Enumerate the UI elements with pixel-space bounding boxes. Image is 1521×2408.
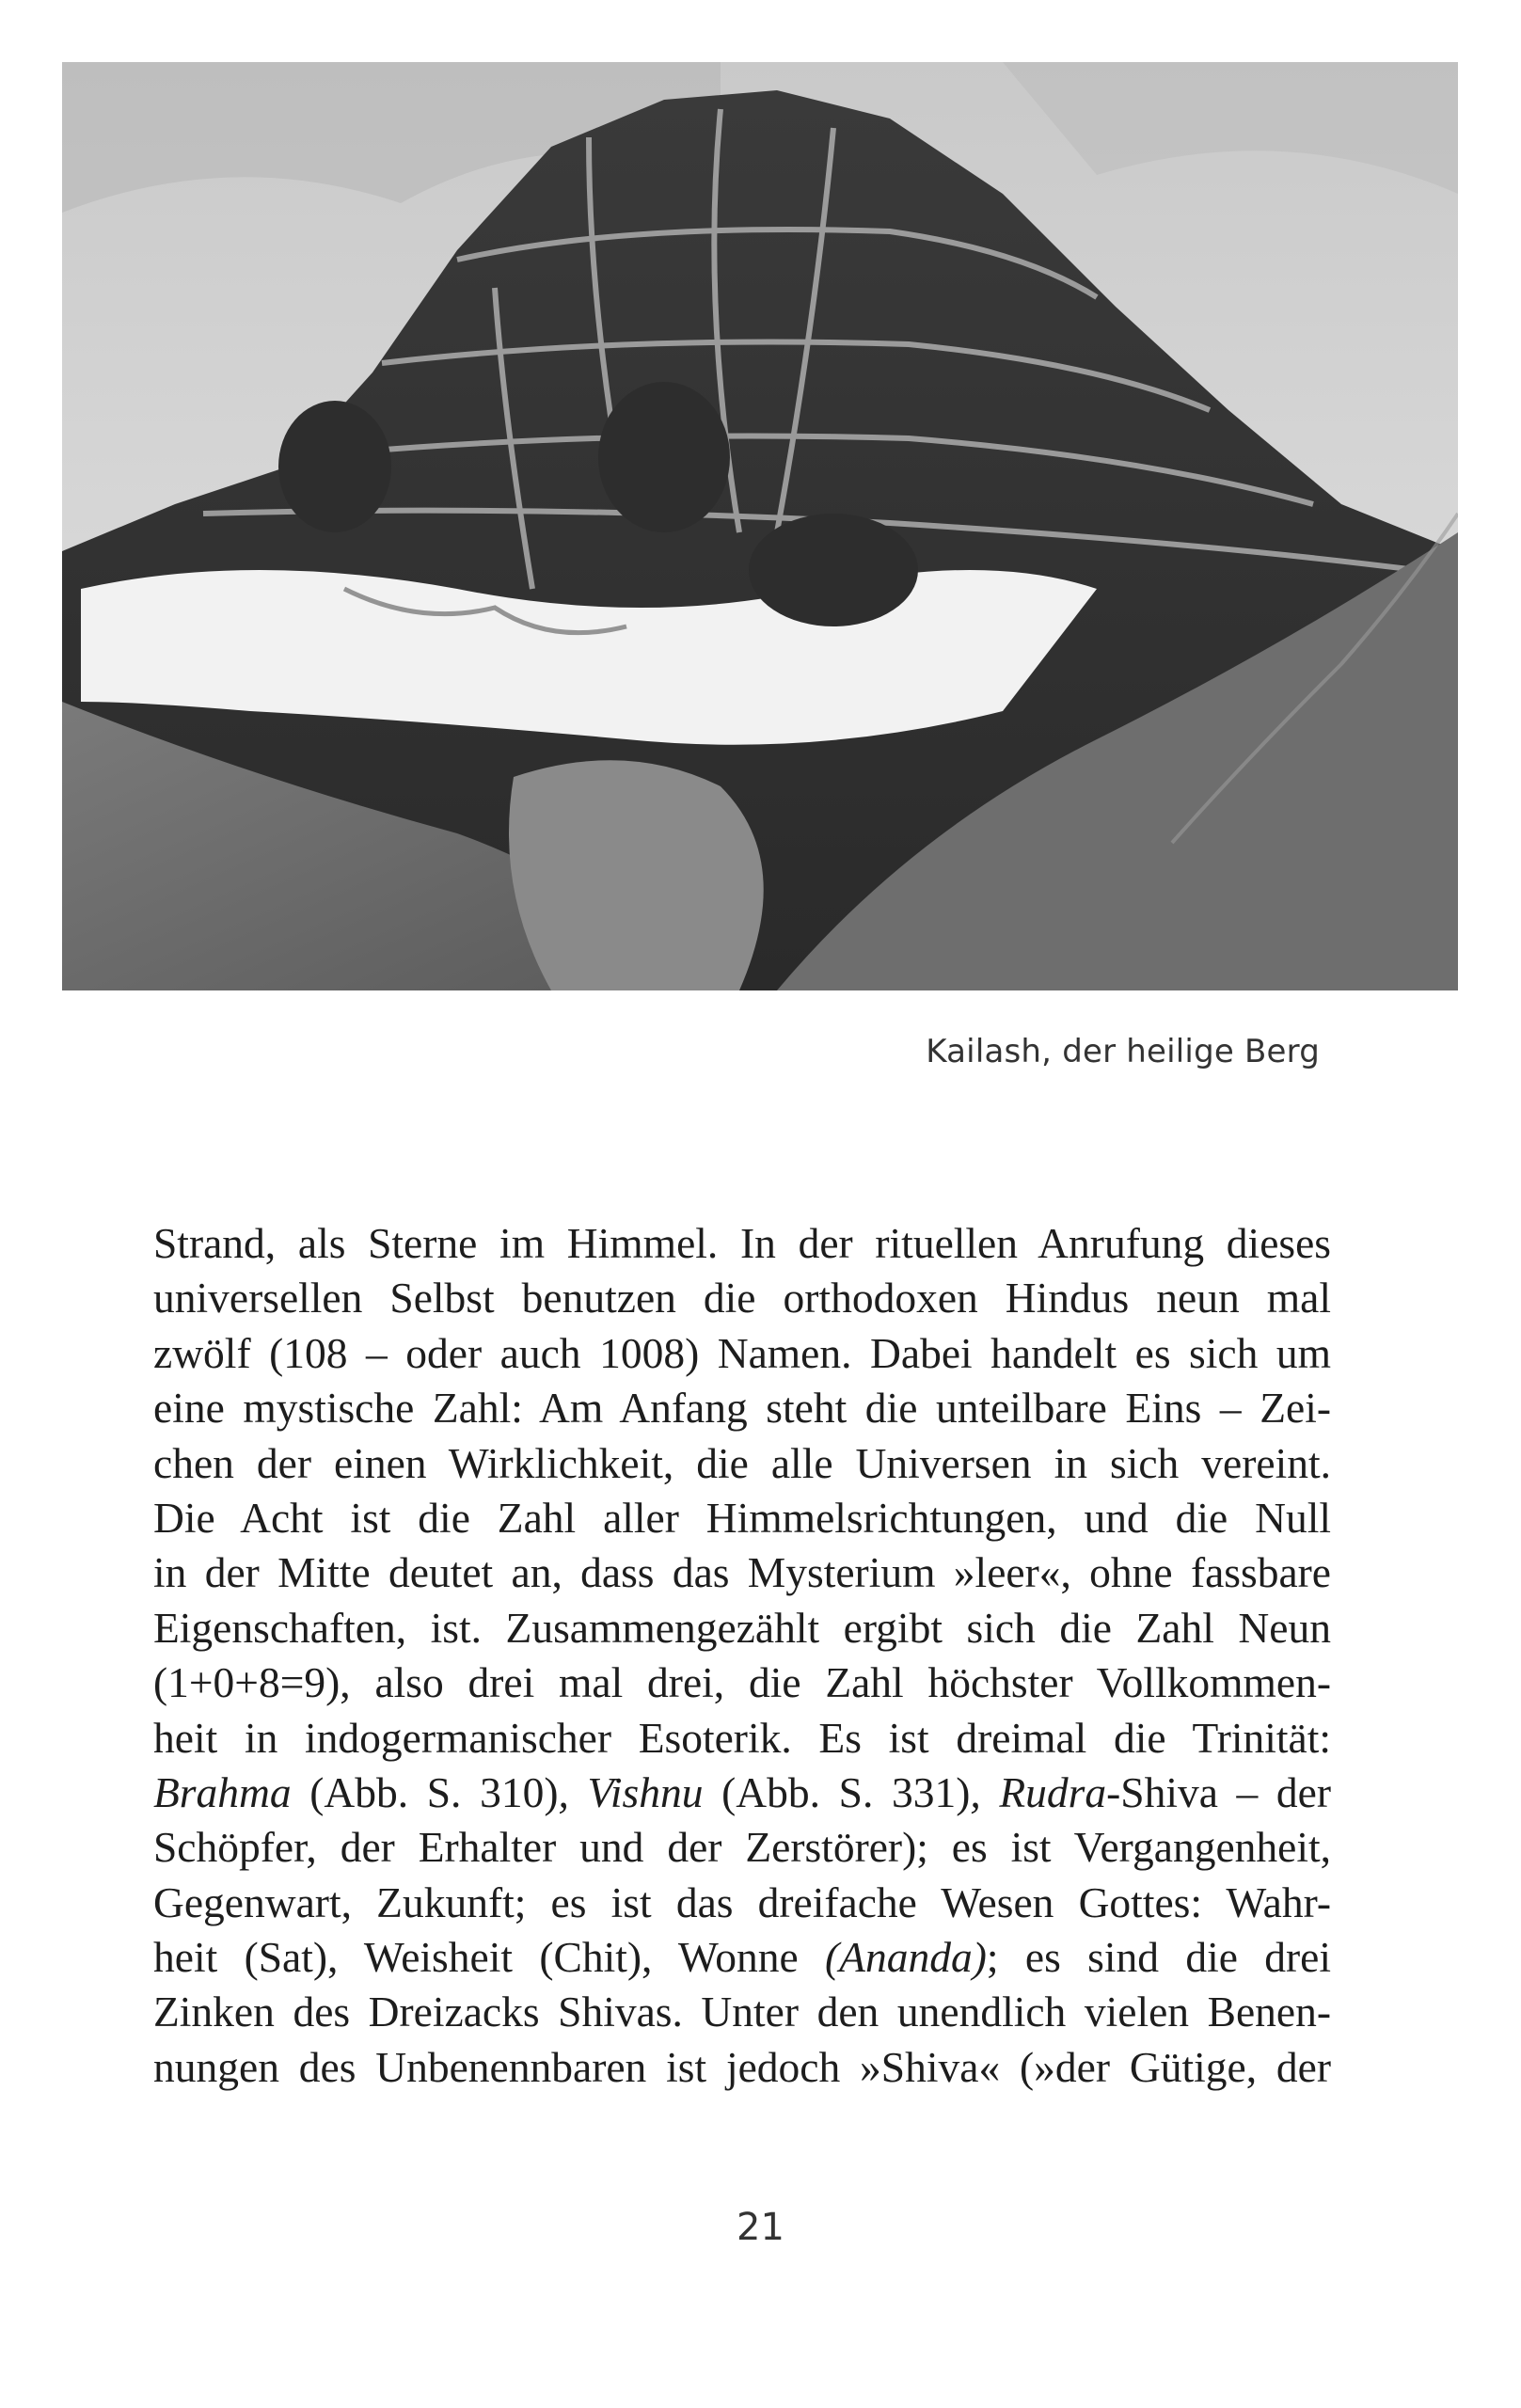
text-line: chen der einen Wirklichkeit, die alle Universen in sich vereint.	[153, 1438, 1331, 1487]
text-line: Schöpfer, der Erhalter und der Zerstörer); es ist Vergangenheit,	[153, 1823, 1331, 1872]
photo-caption: Kailash, der heilige Berg	[926, 1033, 1320, 1070]
kailash-mountain-image	[62, 62, 1458, 990]
body-text	[153, 1216, 1331, 2095]
text-line: Eigenschaften, ist. Zusammengezählt ergibt sich die Zahl Neun	[153, 1603, 1331, 1652]
italic-ananda: (Ananda)	[825, 1933, 987, 1982]
text-fragment: (Abb. S. 310)	[291, 1767, 559, 1816]
text-fragment: heit (Sat), Weisheit (Chit), Wonne	[153, 1933, 826, 1982]
text-line: in der Mitte deutet an, dass das Mysterium »leer«, ohne fassbare	[153, 1548, 1331, 1597]
text-line: universellen Selbst benutzen die orthodoxen Hindus neun mal	[153, 1274, 1331, 1323]
italic-vishnu: , Vishnu	[558, 1767, 704, 1816]
text-line-mixed	[153, 1766, 1331, 1820]
text-fragment: ; es sind die drei	[986, 1933, 1331, 1982]
text-line: zwölf (108 – oder auch 1008) Namen. Dabei handelt es sich um	[153, 1328, 1331, 1377]
text-line: Zinken des Dreizacks Shivas. Unter den unendlich vielen Benen-	[153, 1988, 1331, 2036]
text-line: (1+0+8=9), also drei mal drei, die Zahl höchster Vollkommen-	[153, 1658, 1331, 1707]
mountain-photo	[62, 62, 1458, 990]
text-line-mixed	[153, 1930, 1331, 1985]
italic-brahma: Brahma	[153, 1767, 292, 1816]
text-line: Die Acht ist die Zahl aller Himmelsrichtungen, und die Null	[153, 1493, 1331, 1542]
text-line: eine mystische Zahl: Am Anfang steht die unteilbare Eins – Zei-	[153, 1384, 1331, 1433]
text-fragment: (Abb. S. 331)	[703, 1767, 971, 1816]
text-line: Gegenwart, Zukunft; es ist das dreifache Wesen Gottes: Wahr-	[153, 1877, 1331, 1926]
text-line: heit in indogermanischer Esoterik. Es ist dreimal die Trinität:	[153, 1713, 1331, 1762]
text-line: Strand, als Sterne im Himmel. In der rituellen Anrufung dieses	[153, 1219, 1331, 1267]
text-line: nungen des Unbenennbaren ist jedoch »Shiva« (»der Gütige, der	[153, 2042, 1331, 2091]
text-fragment: -Shiva – der	[1106, 1767, 1332, 1816]
page-number: 21	[737, 2206, 784, 2249]
italic-rudra: , Rudra	[970, 1767, 1107, 1816]
